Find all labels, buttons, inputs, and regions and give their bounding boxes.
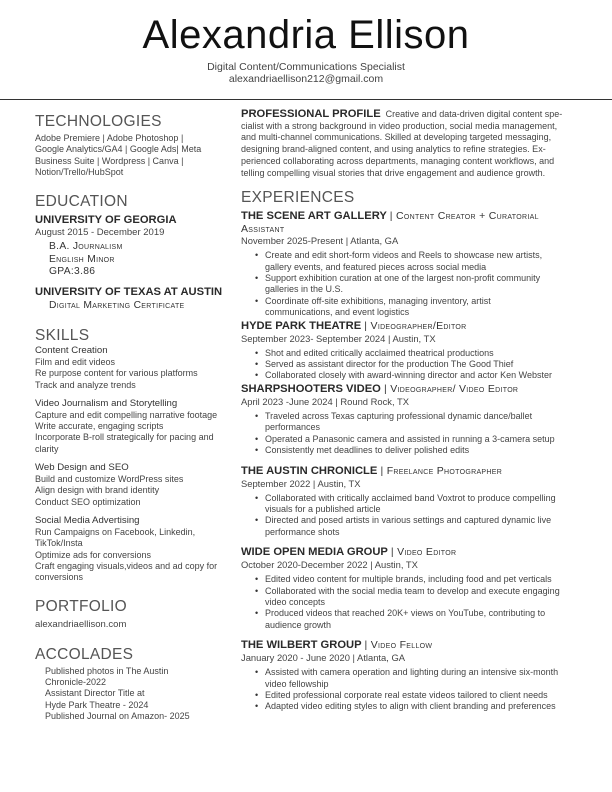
accolades-heading: ACCOLADES xyxy=(35,645,134,663)
technologies-line: Adobe Premiere | Adobe Photoshop | xyxy=(35,133,184,143)
accolade-line: Hyde Park Theatre - 2024 xyxy=(45,699,149,710)
profile-title: PROFESSIONAL PROFILE xyxy=(241,108,381,120)
job-dates: November 2025-Present | Atlanta, GA xyxy=(241,235,399,247)
job-entry xyxy=(241,210,579,318)
job-bullet: • Edited video content for multiple brands, including food and pet verticals xyxy=(265,574,579,585)
job-entry xyxy=(241,383,579,457)
candidate-title: Digital Content/Communications Specialist xyxy=(207,61,405,73)
job-entry xyxy=(241,465,579,539)
skill-group-title: Video Journalism and Storytelling xyxy=(35,397,178,409)
skill-group xyxy=(35,515,235,583)
minor: English Minor xyxy=(49,253,115,265)
candidate-email[interactable]: alexandriaellison212@gmail.com xyxy=(228,73,384,85)
job-bullet: • Support exhibition curation at one of the largest non-profit community galleries in the U.S. xyxy=(265,273,579,296)
job-dates: September 2023- September 2024 | Austin, TX xyxy=(241,332,436,344)
skill-line: Build and customize WordPress sites xyxy=(35,474,184,485)
job-role: Video Editor xyxy=(397,546,457,559)
job-dates: January 2020 - June 2020 | Atlanta, GA xyxy=(241,652,406,664)
job-company: THE SCENE ART GALLERY xyxy=(241,210,387,223)
job-bullet: • Consistently met deadlines to deliver polished edits xyxy=(265,445,579,456)
job-bullet: • Edited professional corporate real estate videos tailored to client needs xyxy=(265,690,579,701)
accolade-line: Published Journal on Amazon- 2025 xyxy=(45,710,190,721)
job-role-cont: Assistant xyxy=(241,223,285,236)
professional-profile xyxy=(241,109,579,179)
skill-line: Track and analyze trends xyxy=(35,379,136,390)
school-name: UNIVERSITY OF TEXAS AT AUSTIN xyxy=(35,285,223,298)
candidate-name: Alexandria Ellison xyxy=(142,13,470,57)
job-bullet: • Produced videos that reached 20K+ views on YouTube, contributing to audience growth xyxy=(265,608,579,631)
skill-group-title: Content Creation xyxy=(35,344,108,356)
portfolio-heading: PORTFOLIO xyxy=(35,598,127,616)
right-column xyxy=(241,109,579,713)
header-divider xyxy=(0,99,612,100)
profile-line: and multi-channel communications. Skilled at developing targeted messaging, xyxy=(241,132,552,143)
accolades-list xyxy=(45,666,235,722)
profile-line: perienced collaborating across departments, managing content workflows, and xyxy=(241,155,555,166)
job-bullet: • Collaborated closely with award-winning director and actor Ken Webster xyxy=(265,370,579,381)
technologies-heading: TECHNOLOGIES xyxy=(35,113,162,130)
skills-heading: SKILLS xyxy=(35,326,90,344)
skill-line: Optimize ads for conversions xyxy=(35,549,152,560)
skill-group xyxy=(35,345,235,391)
job-role: Video Fellow xyxy=(370,639,433,652)
job-bullet: • Collaborated with critically acclaimed band Voxtrot to produce compelling visuals for a published article xyxy=(265,493,579,516)
profile-line: cialist with a strong background in video production, social media management, xyxy=(241,120,558,131)
accolade-line: Chronicle-2022 xyxy=(45,677,107,688)
job-bullets xyxy=(265,348,579,382)
skill-line: TikTok/Insta xyxy=(35,538,83,549)
skill-line: Re purpose content for various platforms xyxy=(35,368,198,379)
job-dates: September 2022 | Austin, TX xyxy=(241,477,361,489)
job-header: THE AUSTIN CHRONICLE | Freelance Photographer xyxy=(241,464,503,477)
profile-line: telling compelling visual stories that drive engagement and audience growth. xyxy=(241,167,546,178)
job-bullets xyxy=(265,250,579,318)
skill-group-title: Social Media Advertising xyxy=(35,514,140,526)
job-bullets xyxy=(265,411,579,457)
job-bullet: • Coordinate off-site exhibitions, managing inventory, artist communications, and event logistics xyxy=(265,296,579,319)
resume-header xyxy=(0,0,612,85)
job-bullets xyxy=(265,574,579,631)
education-heading: EDUCATION xyxy=(35,193,128,211)
skill-line: Capture and edit compelling narrative footage xyxy=(35,409,218,420)
skill-line: conversions xyxy=(35,572,84,583)
skill-group xyxy=(35,398,235,455)
job-header: THE SCENE ART GALLERY | Content Creator + Curatorial xyxy=(241,210,539,223)
job-bullet: • Create and edit short-form videos and Reels to showcase new artists, gallery events, and featured pieces across social media xyxy=(265,250,579,273)
skill-line: Write accurate, engaging scripts xyxy=(35,421,164,432)
job-bullet: • Operated a Panasonic camera and assisted in running a 3-camera setup xyxy=(265,434,579,445)
job-role: Content Creator + Curatorial xyxy=(396,210,539,223)
job-entry xyxy=(241,546,579,631)
technologies-list xyxy=(35,133,235,178)
skill-line: Conduct SEO optimization xyxy=(35,496,141,507)
skill-line: Film and edit videos xyxy=(35,356,116,367)
job-role: Videographer/Editor xyxy=(370,319,467,332)
school-name: UNIVERSITY OF GEORGIA xyxy=(35,214,177,227)
job-company: WIDE OPEN MEDIA GROUP xyxy=(241,546,388,559)
degree: B.A. Journalism xyxy=(49,241,123,253)
job-bullets xyxy=(265,667,579,713)
job-bullet: • Collaborated with the social media team to develop and execute engaging video concepts xyxy=(265,586,579,609)
job-header: WIDE OPEN MEDIA GROUP | Video Editor xyxy=(241,546,457,559)
job-bullet: • Adapted video editing styles to align with client branding and preferences xyxy=(265,701,579,712)
job-company: THE WILBERT GROUP xyxy=(241,639,362,652)
school-details xyxy=(49,241,235,279)
skill-line: Run Campaigns on Facebook, Linkedin, xyxy=(35,526,196,537)
job-company: THE AUSTIN CHRONICLE xyxy=(241,464,378,477)
job-role: Freelance Photographer xyxy=(386,464,503,477)
gpa: GPA:3.86 xyxy=(49,266,96,278)
job-entry xyxy=(241,639,579,713)
certificate: Digital Marketing Certificate xyxy=(49,299,185,311)
skill-line: Incorporate B-roll strategically for pacing and xyxy=(35,432,214,443)
accolade-line: Assistant Director Title at xyxy=(45,688,145,699)
skill-line: Craft engaging visuals,videos and ad copy for xyxy=(35,560,218,571)
profile-line: designing brand-aligned content, and using analytics to refine strategies. Ex- xyxy=(241,144,546,155)
job-bullet: • Served as assistant director for the production The Good Thief xyxy=(265,359,579,370)
accolade-line: Published photos in The Austin xyxy=(45,665,169,676)
job-company: HYDE PARK THEATRE xyxy=(241,319,362,332)
job-bullet: • Directed and posed artists in various settings and captured dynamic live performance shots xyxy=(265,515,579,538)
job-header: THE WILBERT GROUP | Video Fellow xyxy=(241,639,433,652)
job-bullet: • Traveled across Texas capturing professional dynamic dance/ballet performances xyxy=(265,411,579,434)
profile-text: Creative and data-driven digital content spe- xyxy=(385,109,563,119)
skill-line: clarity xyxy=(35,443,59,454)
experiences-heading: EXPERIENCES xyxy=(241,189,355,207)
job-role: Videographer/ Video Editor xyxy=(390,382,519,395)
skill-group-title: Web Design and SEO xyxy=(35,462,129,474)
profile-line xyxy=(241,109,579,121)
left-column xyxy=(35,112,235,722)
job-header: HYDE PARK THEATRE | Videographer/Editor xyxy=(241,319,467,332)
job-dates: October 2020-December 2022 | Austin, TX xyxy=(241,559,418,571)
skill-group xyxy=(35,462,235,508)
portfolio-link[interactable]: alexandriaellison.com xyxy=(35,619,127,631)
technologies-line: Notion/Trello/HubSpot xyxy=(35,166,124,177)
job-bullet: • Shot and edited critically acclaimed theatrical productions xyxy=(265,348,579,359)
job-entry xyxy=(241,320,579,382)
technologies-line: Business Suite | Wordpress | Canva | xyxy=(35,155,184,166)
school-dates: August 2015 - December 2019 xyxy=(35,227,165,239)
job-company: SHARPSHOOTERS VIDEO xyxy=(241,382,381,395)
job-header: SHARPSHOOTERS VIDEO | Videographer/ Video Editor xyxy=(241,382,519,395)
skill-line: Align design with brand identity xyxy=(35,485,160,496)
job-dates: April 2023 -June 2024 | Round Rock, TX xyxy=(241,395,409,407)
job-bullets xyxy=(265,493,579,539)
technologies-line: Google Analytics/GA4 | Google Ads| Meta xyxy=(35,144,202,155)
job-bullet: • Assisted with camera operation and lighting during an intensive six-month video fellowship xyxy=(265,667,579,690)
